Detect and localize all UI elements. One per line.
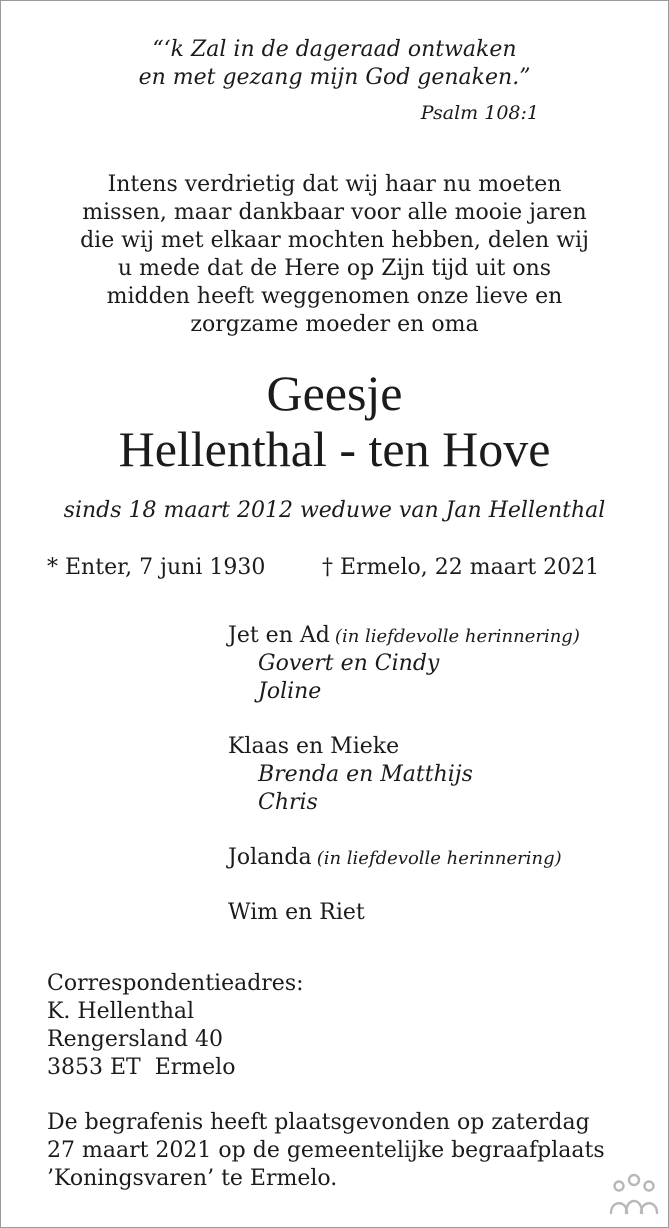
intro-line-3: die wij met elkaar mochten hebben, delen wij: [80, 228, 589, 253]
family-child: Govert en Cindy: [258, 651, 440, 676]
family-name: Wim en Riet: [228, 900, 365, 925]
intro-line-1: Intens verdrietig dat wij haar nu moeten: [107, 172, 562, 197]
funeral-line-1: De begrafenis heeft plaatsgevonden op zaterdag: [47, 1110, 590, 1135]
quote-source: Psalm 108:1: [420, 102, 539, 124]
correspondence-city: 3853 ET Ermelo: [47, 1055, 236, 1080]
intro-line-6: zorgzame moeder en oma: [190, 312, 479, 337]
family-child: Brenda en Matthijs: [258, 762, 473, 787]
family-name: Klaas en Mieke: [228, 734, 400, 759]
death-date: † Ermelo, 22 maart 2021: [322, 555, 600, 580]
deceased-surname: Hellenthal - ten Hove: [118, 421, 551, 477]
family-group-3: [228, 845, 562, 870]
family-name: Jolanda: [228, 845, 312, 870]
funeral-line-2: 27 maart 2021 op de gemeentelijke begraafplaats: [47, 1138, 605, 1163]
deceased-first-name: Geesje: [266, 365, 403, 421]
quote-line-1: “‘k Zal in de dageraad ontwaken: [152, 37, 517, 62]
family-name: Jet en Ad: [228, 623, 330, 648]
correspondence-label: Correspondentieadres:: [47, 971, 304, 996]
memorial-note: (in liefdevolle herinnering): [316, 848, 562, 869]
family-group-1: [228, 623, 580, 648]
people-group-icon: [607, 1173, 661, 1215]
widow-line: sinds 18 maart 2012 weduwe van Jan Hellenthal: [63, 498, 606, 523]
intro-line-2: missen, maar dankbaar voor alle mooie jaren: [82, 200, 587, 225]
memorial-note: (in liefdevolle herinnering): [334, 626, 580, 647]
birth-date: * Enter, 7 juni 1930: [47, 555, 266, 580]
funeral-line-3: ’Koningsvaren’ te Ermelo.: [47, 1166, 338, 1191]
family-child: Joline: [258, 679, 322, 704]
correspondence-name: K. Hellenthal: [47, 999, 195, 1024]
intro-line-4: u mede dat de Here op Zijn tijd uit ons: [117, 256, 552, 281]
quote-line-2: en met gezang mijn God genaken.”: [138, 65, 531, 90]
correspondence-street: Rengersland 40: [47, 1027, 224, 1052]
family-child: Chris: [258, 790, 318, 815]
intro-line-5: midden heeft weggenomen onze lieve en: [106, 284, 563, 309]
